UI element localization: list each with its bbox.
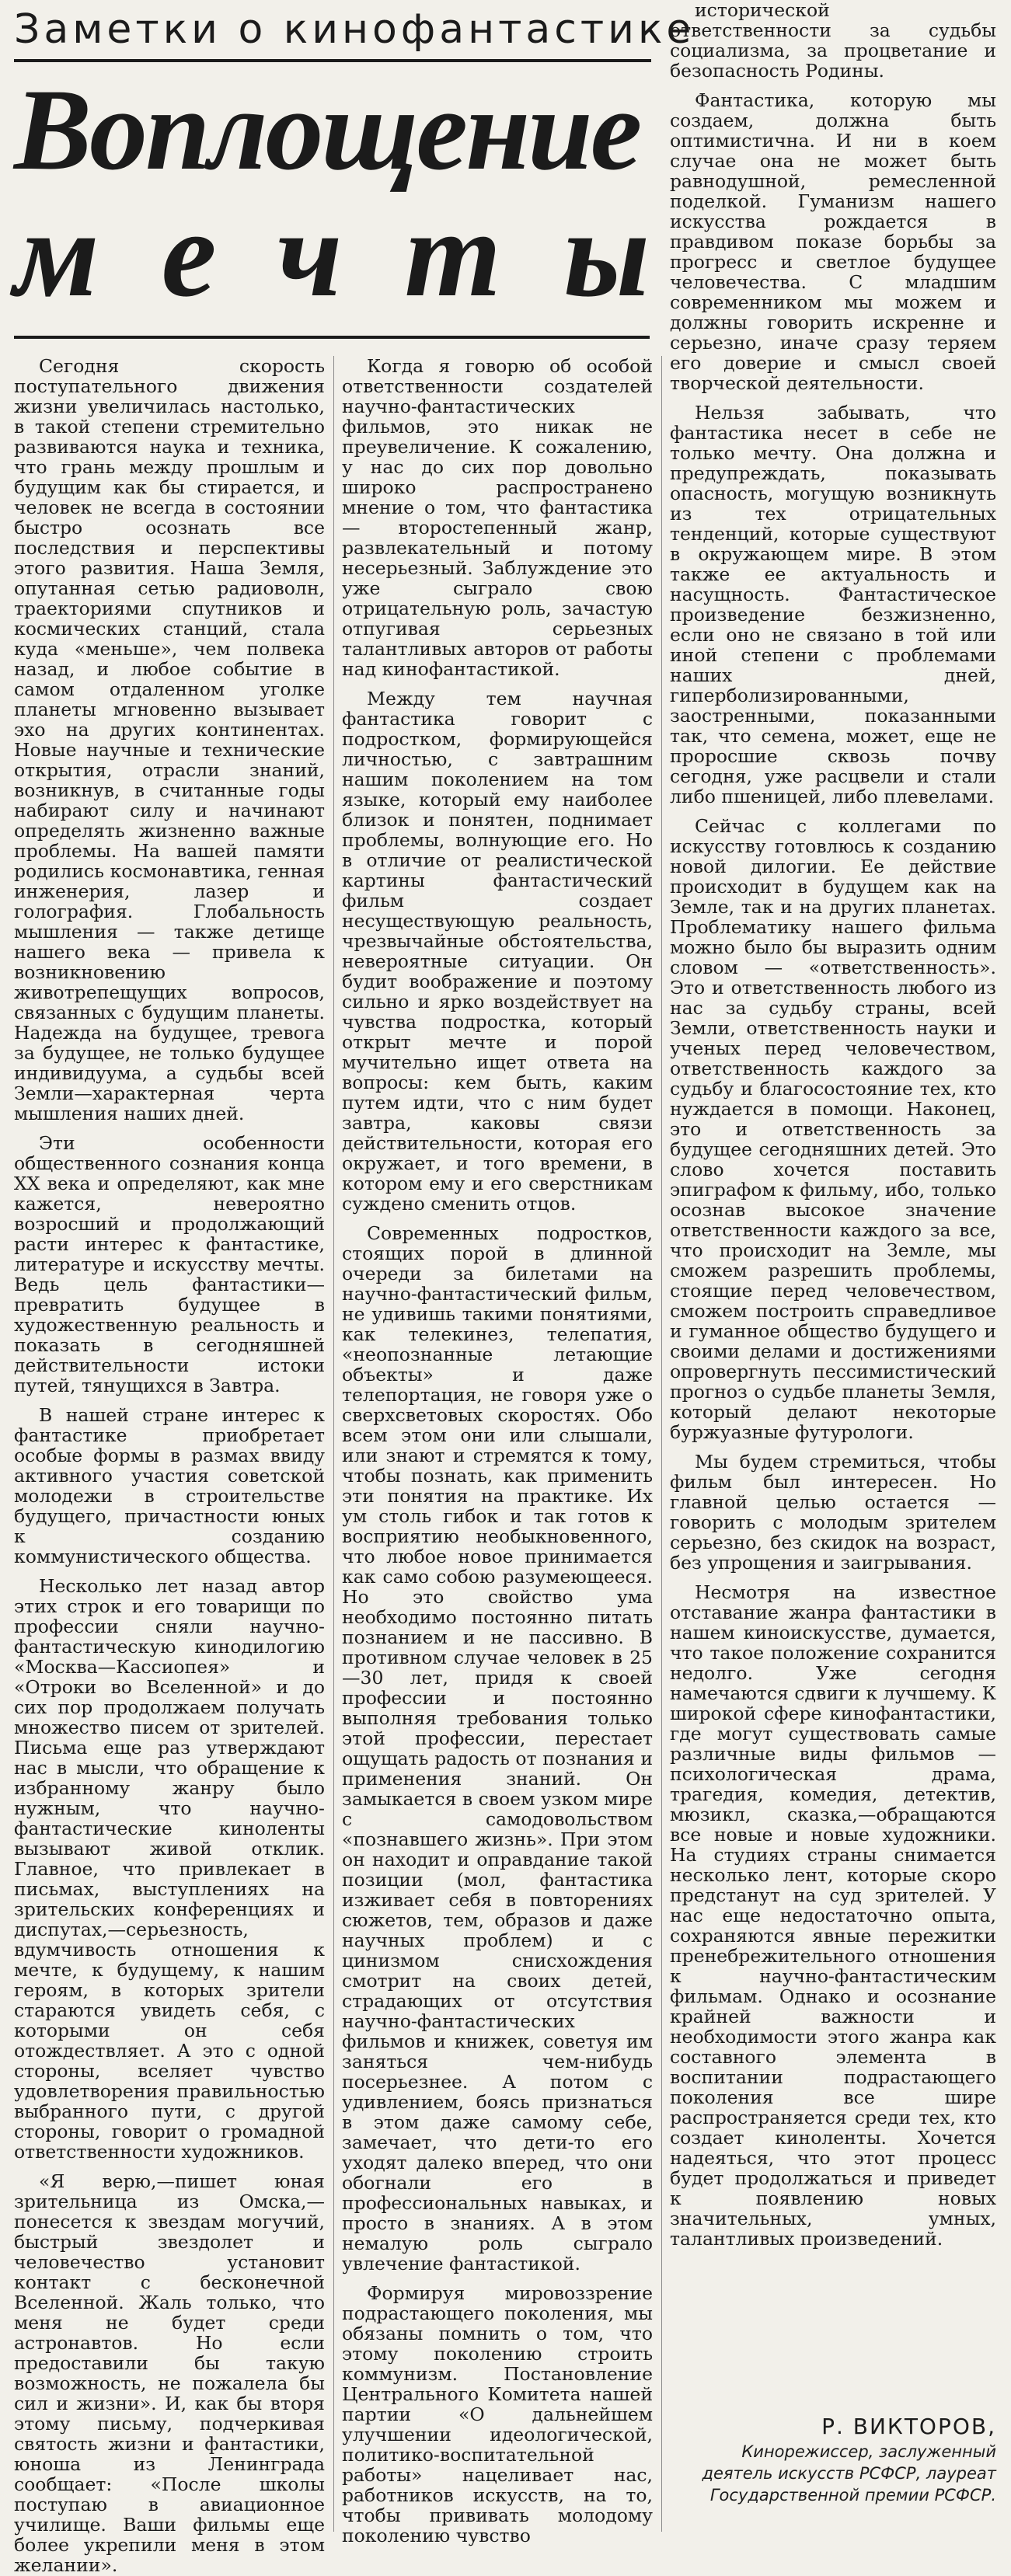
paragraph: Нельзя забывать, что фантастика несет в себе не только мечту. Она должна и предупреждать, показывать опасность, могущую возникнуть из тех отрицательных тенденций, которые существуют в окружающем мире. В этом также ее актуальность и насущность. Фантастическое произведение безжизненно, если оно не связано в той или иной степени с проблемами наших дней, гиперболизированными, заостренными, показанными так, что семена, может, еще не проросшие сквозь почву сегодня, уже расцвели и стали либо пшеницей, либо плевелами.: [670, 402, 996, 807]
article-column-3: [670, 0, 996, 2250]
headline-line-1: Воплощение: [14, 65, 640, 194]
rubric-heading: Заметки о кинофантастике: [14, 5, 651, 62]
article-column-1: [14, 355, 325, 2576]
column-divider: [333, 356, 334, 2532]
paragraph: В нашей стране интерес к фантастике приобретает особые формы в размах ввиду активного участия советской молодежи в строительстве будущего, причастности юных к созданию коммунистического общества.: [14, 1404, 325, 1567]
paragraph: Несколько лет назад автор этих строк и его товарищи по профессии сняли научно-фантастическую кинодилогию «Москва—Кассиопея» и «Отроки во Вселенной» и до сих пор продолжаем получать множество писем от зрителей. Письма еще раз утверждают нас в мысли, что обращение к избранному жанру было нужным, что научно-фантастические киноленты вызывают живой отклик. Главное, что привлекает в письмах, выступлениях на зрительских конференциях и диспутах,—серьезность, вдумчивость отношения к мечте, к будущему, к нашим героям, в которых зрители стараются увидеть себя, с которыми он себя отождествляет. А это с одной стороны, вселяет чувство удовлетворения правильностью выбранного пути, с другой стороны, говорит о громадной ответственности художников.: [14, 1575, 325, 2163]
paragraph: «Я верю,—пишет юная зрительница из Омска,— понесется к звездам могучий, быстрый звездолет и человечество установит контакт с бесконечной Вселенной. Жаль только, что меня не будет среди астронавтов. Но если предоставили бы такую возможность, не пожалела бы сил и жизни». И, как бы вторя этому письму, подчеркивая святость жизни и фантастики, юноша из Ленинграда сообщает: «После школы поступаю в авиационное училище. Ваши фильмы еще более укрепили меня в этом желании».: [14, 2170, 325, 2576]
paragraph: Мы будем стремиться, чтобы фильм был интересен. Но главной целью остается — говорить с молодым зрителем серьезно, без скидок на возраст, без упрощения и заигрывания.: [670, 1451, 996, 1574]
paragraph: Когда я говорю об особой ответственности создателей научно-фантастических фильмов, это никак не преувеличение. К сожалению, у нас до сих пор довольно широко распространено мнение о том, что фантастика — второстепенный жанр, развлекательный и потому несерьезный. Заблуждение это уже сыграло свою отрицательную роль, зачастую отпугивая серьезных талантливых авторов от работы над кинофантастикой.: [342, 355, 653, 680]
author-name: Р. ВИКТОРОВ,: [821, 2414, 996, 2439]
paragraph: Сегодня скорость поступательного движения жизни увеличилась настолько, в такой степени стремительно развиваются наука и техника, что грань между прошлым и будущим как бы стирается, и человек не всегда в состоянии быстро осознать все последствия и перспективы этого развития. Наша Земля, опутанная сетью радиоволн, траекториями спутников и космических станций, стала куда «меньше», чем полвека назад, и любое событие в самом отдаленном уголке планеты мгновенно вызывает эхо на других континентах. Новые научные и технические открытия, отрасли знаний, возникнув, в считанные годы набирают силу и начинают определять жизненно важные проблемы. На вашей памяти родились космонавтика, генная инженерия, лазер и голография. Глобальность мышления — также детище нашего века — привела к возникновению животрепещущих вопросов, связанных с будущим планеты. Надежда на будущее, тревога за будущее, не только будущее индивидуума, а судьбы всей Земли—характерная черта мышления наших дней.: [14, 355, 325, 1124]
paragraph: Сейчас с коллегами по искусству готовлюсь к созданию новой дилогии. Ее действие происходит в будущем как на Земле, так и на других планетах. Проблематику нашего фильма можно было бы выразить одним словом — «ответственность». Это и ответственность любого из нас за судьбу страны, всей Земли, ответственность науки и ученых перед человечеством, ответственность каждого за судьбу и благосостояние тех, кто нуждается в помощи. Наконец, это и ответственность за будущее сегодняшних детей. Это слово хочется поставить эпиграфом к фильму, ибо, только осознав высокое значение ответственности каждого за все, что происходит на Земле, мы сможем разрешить проблемы, стоящие перед человечеством, сможем построить справедливое и гуманное общество будущего и своими делами и достижениями опровергнуть пессимистический прогноз о судьбе планеты Земля, который делают некоторые буржуазные футурологи.: [670, 815, 996, 1443]
headline-line-2: мечты: [14, 184, 712, 322]
paragraph: Эти особенности общественного сознания конца XX века и определяют, как мне кажется, невероятно возросший и продолжающий расти интерес к фантастике, литературе и искусству мечты. Ведь цель фантастики—превратить будущее в художественную реальность и показать в сегодняшней действительности истоки путей, тянущихся в Завтра.: [14, 1132, 325, 1396]
article-column-2: [342, 355, 653, 2546]
paragraph: Несмотря на известное отставание жанра фантастики в нашем киноискусстве, думается, что такое положение сохранится недолго. Уже сегодня намечаются сдвиги к лучшему. К широкой сфере кинофантастики, где могут существовать самые различные виды фильмов — психологическая драма, трагедия, комедия, детектив, мюзикл, сказка,—обращаются все новые и новые художники. На студиях страны снимается несколько лент, которые скоро предстанут на суд зрителей. У нас еще недостаточно опыта, сохраняются явные пережитки пренебрежительного отношения к научно-фантастическим фильмам. Однако и осознание крайней важности и необходимости этого жанра как составного элемента в воспитании подрастающего поколения все шире распространяется среди тех, кто создает киноленты. Хочется надеяться, что этот процесс будет продолжаться и приведет к появлению новых значительных, умных, талантливых произведений.: [670, 1581, 996, 2250]
paragraph: Между тем научная фантастика говорит с подростком, формирующейся личностью, с завтрашним нашим поколением на том языке, который ему наиболее близок и понятен, поднимает проблемы, волнующие его. Но в отличие от реалистической картины фантастический фильм создает несуществующую реальность, чрезвычайные обстоятельства, невероятные ситуации. Он будит воображение и поэтому сильно и ярко воздействует на чувства подростка, который открыт мечте и порой мучительно ищет ответа на вопросы: кем быть, каким путем идти, что с ним будет завтра, каковы связи действительности, которая его окружает, и того времени, в котором ему и его сверстникам суждено сменить отцов.: [342, 688, 653, 1215]
headline-rule: [14, 336, 650, 339]
paragraph: Формируя мировоззрение подрастающего поколения, мы обязаны помнить о том, что этому поколению строить коммунизм. Постановление Центрального Комитета нашей партии «О дальнейшем улучшении идеологической, политико-воспитательной работы» нацеливает нас, работников искусств, на то, чтобы прививать молодому поколению чувство: [342, 2282, 653, 2546]
paragraph: исторической ответственности за судьбы социализма, за процветание и безопасность Родины.: [670, 0, 996, 82]
author-title: Кинорежиссер, заслуженный деятель искусств РСФСР, лауреат Государственной премии РСФСР.: [702, 2442, 996, 2505]
column-divider: [661, 356, 662, 2532]
paragraph: Фантастика, которую мы создаем, должна быть оптимистична. И ни в коем случае она не может быть равнодушной, ремесленной поделкой. Гуманизм нашего искусства рождается в правдивом показе борьбы за прогресс и светлое будущее человечества. С младшим современником мы можем и должны говорить искренне и серьезно, иначе сразу теряем его доверие и смысл своей творческой деятельности.: [670, 89, 996, 394]
paragraph: Современных подростков, стоящих порой в длинной очереди за билетами на научно-фантастический фильм, не удивишь такими понятиями, как телекинез, телепатия, «неопознанные летающие объекты» и даже телепортация, не говоря уже о сверхсветовых скоростях. Обо всем этом они или слышали, или знают и стремятся к тому, чтобы познать, как применить эти понятия на практике. Их ум столь гибок и так готов к восприятию необыкновенного, что любое новое принимается как само собою разумеющееся. Но это свойство ума необходимо постоянно питать познанием и не пассивно. В противном случае человек в 25—30 лет, придя к своей профессии и постоянно выполняя требования только этой профессии, перестает ощущать радость от познания и применения знаний. Он замыкается в своем узком мире с самодовольством «познавшего жизнь». При этом он находит и оправдание такой позиции (мол, фантастика изживает себя в повторениях сюжетов, тем, образов и даже научных проблем) и с цинизмом снисхождения смотрит на своих детей, страдающих от отсутствия научно-фантастических фильмов и книжек, советуя им заняться чем-нибудь посерьезнее. А потом с удивлением, боясь признаться в этом даже самому себе, замечает, что дети-то его уходят далеко вперед, что они обогнали его в профессиональных навыках, и просто в знаниях. А в этом немалую роль сыграло увлечение фантастикой.: [342, 1222, 653, 2274]
author-signature: [670, 2413, 996, 2506]
